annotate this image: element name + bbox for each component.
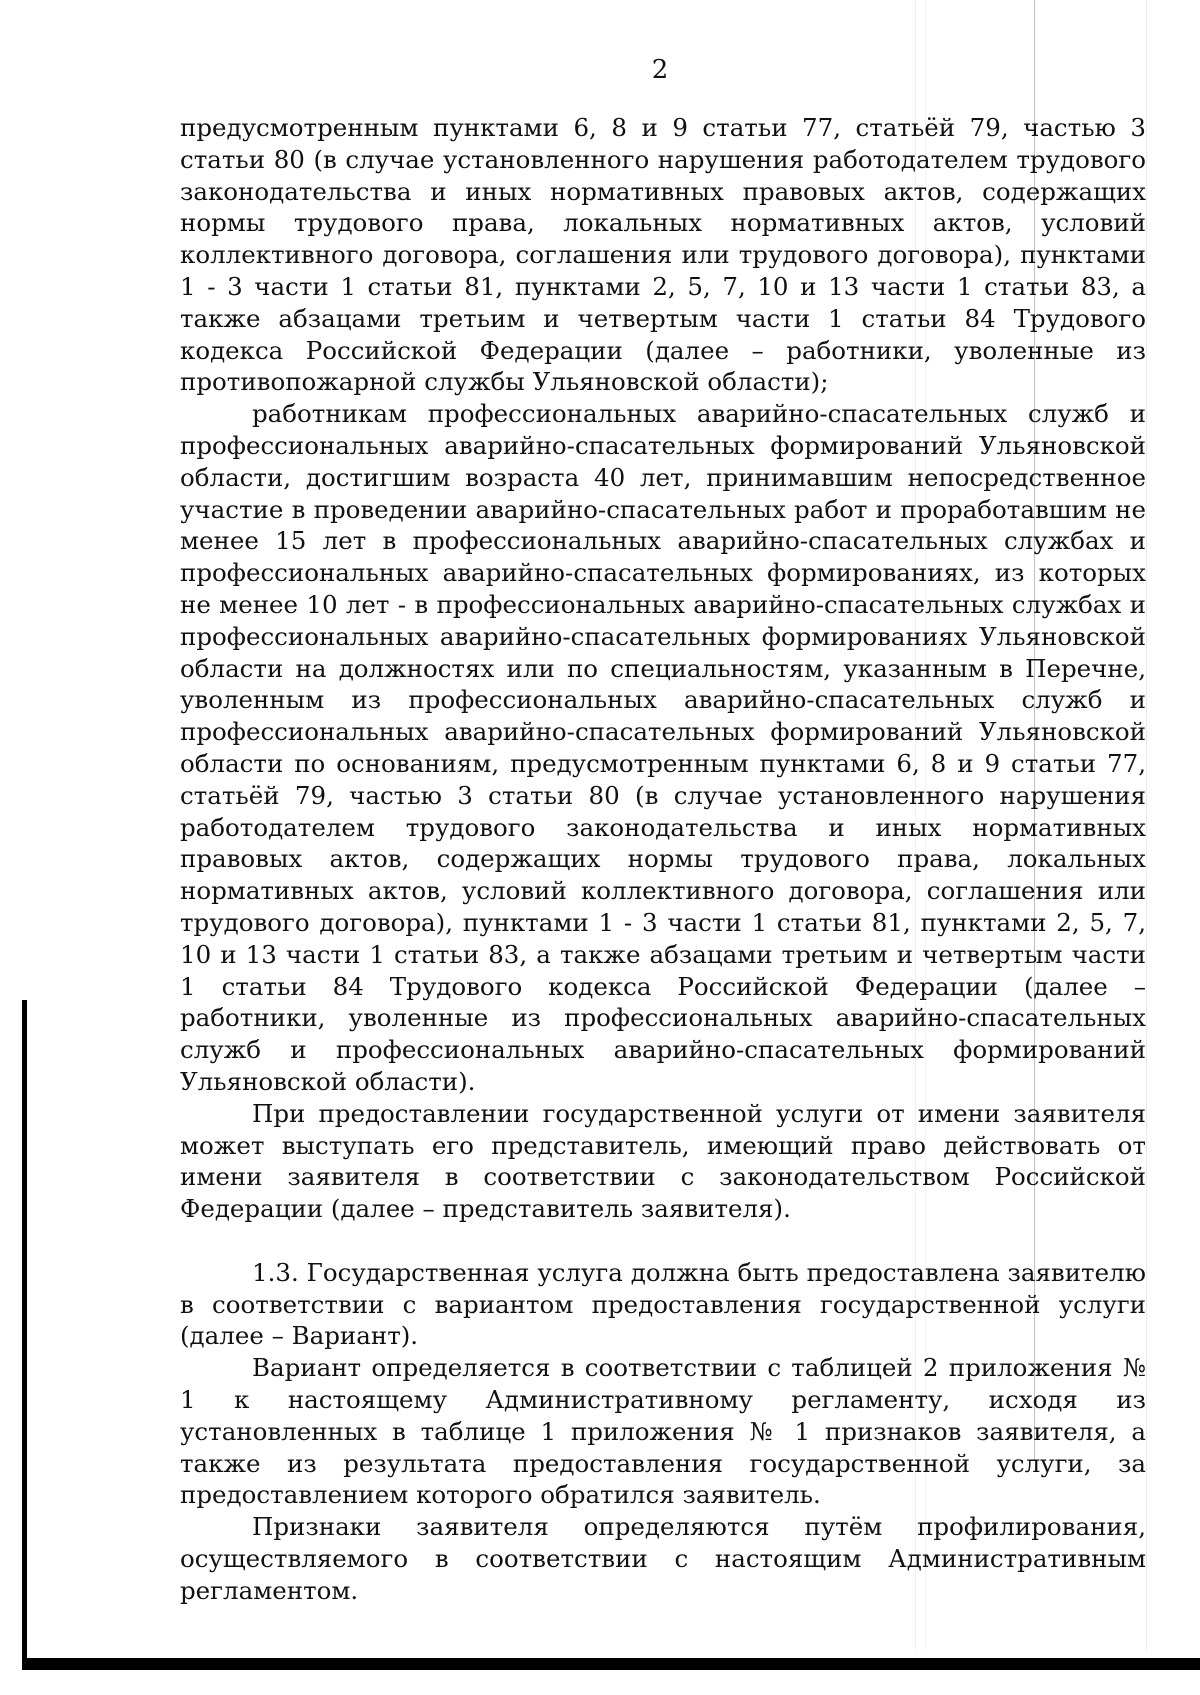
paragraph-dismissed-fire-service: предусмотренным пунктами 6, 8 и 9 статьи 77, статьёй 79, частью 3 статьи 80 (в случае установленного нарушения работодателем трудового законодательства и иных нормативных правовых актов, содержащих нормы трудового права, локальных нормативных актов, условий коллективного договора, соглашения или трудового договора), пунктами 1 - 3 части 1 статьи 81, пунктами 2, 5, 7, 10 и 13 части 1 статьи 83, а также абзацами третьим и четвертым части 1 статьи 84 Трудового кодекса Российской Федерации (далее – работники, уволенные из противопожарной службы Ульяновской области); — [180, 113, 1146, 397]
page-number: 2 — [651, 55, 669, 85]
scan-bottom-edge — [22, 1658, 1200, 1670]
scan-left-edge — [22, 1000, 27, 1670]
paragraph-rescue-service-workers: работникам профессиональных аварийно-спасательных служб и профессиональных аварийно-спасательных формирований Ульяновской области, достигшим возраста 40 лет, принимавшим непосредственное участие в проведении аварийно-спасательных работ и проработавшим не менее 15 лет в профессиональных аварийно-спасательных службах и профессиональных аварийно-спасательных формированиях, из которых не менее 10 лет - в профессиональных аварийно-спасательных службах и профессиональных аварийно-спасательных формированиях Ульяновской области на должностях или по специальностям, указанным в Перечне, уволенным из профессиональных аварийно-спасательных служб и профессиональных аварийно-спасательных формирований Ульяновской области по основаниям, предусмотренным пунктами 6, 8 и 9 статьи 77, статьёй 79, частью 3 статьи 80 (в случае установленного нарушения работодателем трудового законодательства и иных нормативных правовых актов, содержащих нормы трудового права, локальных нормативных актов, условий коллективного договора, соглашения или трудового договора), пунктами 1 - 3 части 1 статьи 81, пунктами 2, 5, 7, 10 и 13 части 1 статьи 83, а также абзацами третьим и четвертым части 1 статьи 84 Трудового кодекса Российской Федерации (далее – работники, уволенные из профессиональных аварийно-спасательных служб и профессиональных аварийно-спасательных формирований Ульяновской области). — [180, 399, 1146, 1096]
paragraph-applicant-representative: При предоставлении государственной услуги от имени заявителя может выступать его представитель, имеющий право действовать от имени заявителя в соответствии с законодательством Российской Федерации (далее – представитель заявителя). — [180, 1098, 1146, 1224]
scan-faint-line — [1146, 0, 1147, 1650]
section-gap — [180, 1225, 1146, 1257]
document-body — [180, 112, 1146, 1607]
paragraph-section-1-3: 1.3. Государственная услуга должна быть предоставлена заявителю в соответствии с вариантом предоставления государственной услуги (далее – Вариант). — [180, 1257, 1146, 1351]
paragraph-applicant-profiling: Признаки заявителя определяются путём профилирования, осуществляемого в соответствии с настоящим Административным регламентом. — [180, 1512, 1146, 1605]
paragraph-variant-definition: Вариант определяется в соответствии с таблицей 2 приложения № 1 к настоящему Административному регламенту, исходя из установленных в таблице 1 приложения № 1 признаков заявителя, а также из результата предоставления государственной услуги, за предоставлением которого обратился заявитель. — [180, 1353, 1146, 1510]
